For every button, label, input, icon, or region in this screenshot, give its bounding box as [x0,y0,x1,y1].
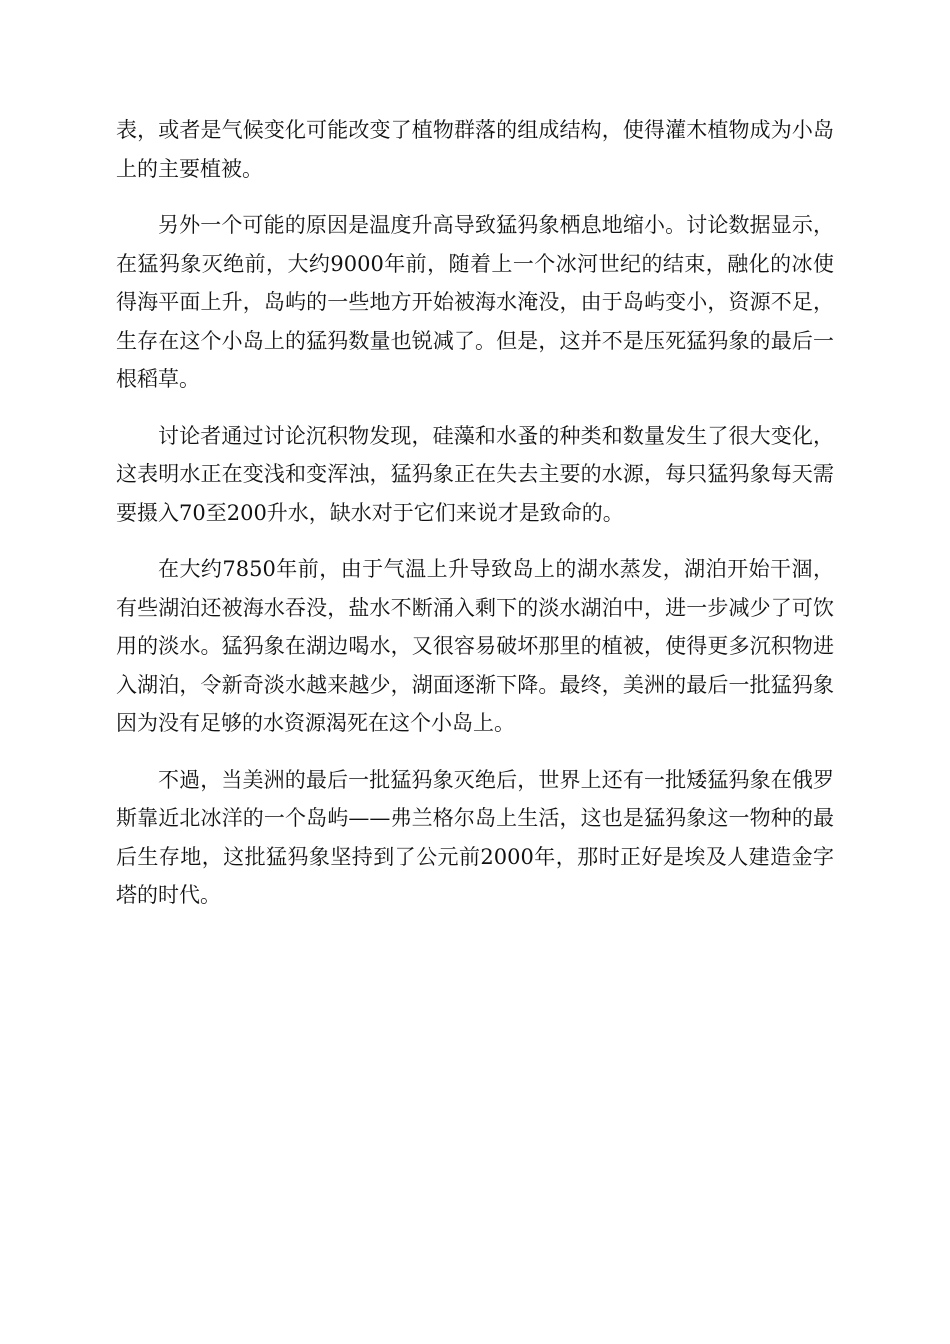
paragraph-continuation: 表，或者是气候变化可能改变了植物群落的组成结构，使得灌木植物成为小岛上的主要植被。 [116,118,834,181]
document-body [116,111,834,933]
paragraph-habitat-shrinking: 另外一个可能的原因是温度升高导致猛犸象栖息地缩小。讨论数据显示，在猛犸象灭绝前，大约9000年前，随着上一个冰河世纪的结束，融化的冰使得海平面上升，岛屿的一些地方开始被海水淹没，由于岛屿变小，资源不足，生存在这个小岛上的猛犸数量也锐减了。但是，这并不是压死猛犸象的最后一根稻草。 [116,213,834,391]
paragraph-wrangel-island: 不過，当美洲的最后一批猛犸象灭绝后，世界上还有一批矮猛犸象在俄罗斯靠近北冰洋的一个岛屿——弗兰格尔岛上生活，这也是猛犸象这一物种的最后生存地，这批猛犸象坚持到了公元前2000年，那时正好是埃及人建造金字塔的时代。 [116,767,834,907]
paragraph-lakes-drying: 在大约7850年前，由于气温上升导致岛上的湖水蒸发，湖泊开始干涸，有些湖泊还被海水吞没，盐水不断涌入剩下的淡水湖泊中，进一步减少了可饮用的淡水。猛犸象在湖边喝水，又很容易破坏那里的植被，使得更多沉积物进入湖泊，令新奇淡水越来越少，湖面逐渐下降。最终，美洲的最后一批猛犸象因为没有足够的水资源渴死在这个小岛上。 [116,557,834,735]
paragraph-water-source: 讨论者通过讨论沉积物发现，硅藻和水蚤的种类和数量发生了很大变化，这表明水正在变浅和变浑浊，猛犸象正在失去主要的水源，每只猛犸象每天需要摄入70至200升水，缺水对于它们来说才是致命的。 [116,423,834,525]
